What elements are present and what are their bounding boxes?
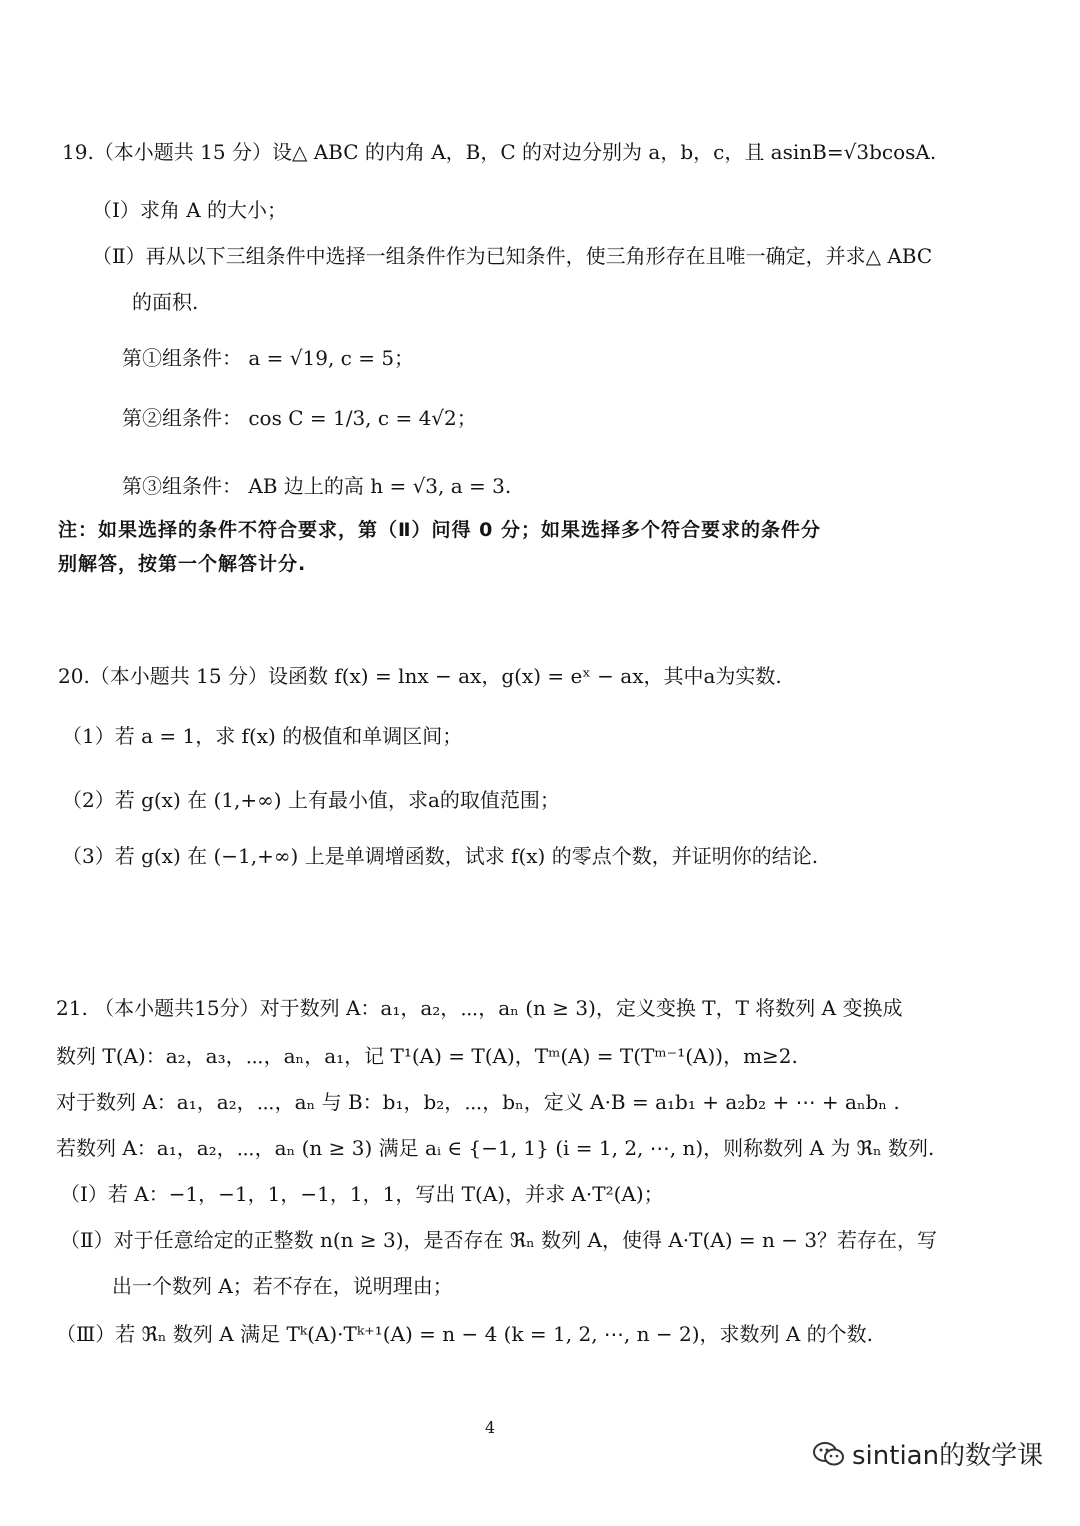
- q19-note-line1: 注：如果选择的条件不符合要求，第（Ⅱ）问得 0 分；如果选择多个符合要求的条件分: [58, 519, 821, 541]
- q19-part-2-line1: （Ⅱ）再从以下三组条件中选择一组条件作为已知条件，使三角形存在且唯一确定，并求△ ABC: [92, 244, 933, 268]
- q21-line-2: 数列 T(A)：a₂，a₃，⋯，aₙ，a₁，记 T¹(A) = T(A)，Tᵐ(A) = T(Tᵐ⁻¹(A))，m≥2.: [56, 1044, 798, 1068]
- q20-part-3: （3）若 g(x) 在 (−1,+∞) 上是单调增函数，试求 f(x) 的零点个数，并证明你的结论.: [62, 844, 819, 868]
- q21-part-2-line1: （Ⅱ）对于任意给定的正整数 n(n ≥ 3)，是否存在 ℜₙ 数列 A，使得 A·T(A) = n − 3？若存在，写: [60, 1228, 938, 1252]
- q19-heading: 19.（本小题共 15 分）设△ ABC 的内角 A，B，C 的对边分别为 a，b，c，且 asinB=√3bcosA.: [62, 140, 937, 164]
- q19-note-line2: 别解答，按第一个解答计分.: [58, 553, 307, 575]
- q21-line-4: 若数列 A：a₁，a₂，⋯，aₙ (n ≥ 3) 满足 aᵢ ∈ {−1, 1} (i = 1, 2, ⋯, n)，则称数列 A 为 ℜₙ 数列.: [56, 1136, 935, 1160]
- watermark: [812, 1435, 1043, 1472]
- q20-heading: 20.（本小题共 15 分）设函数 f(x) = lnx − ax，g(x) = eˣ − ax，其中a为实数.: [58, 664, 782, 688]
- q21-part-2-line2: 出一个数列 A；若不存在，说明理由；: [112, 1274, 453, 1298]
- q21-line-1: 21. （本小题共15分）对于数列 A：a₁，a₂，⋯，aₙ (n ≥ 3)，定义变换 T，T 将数列 A 变换成: [56, 996, 903, 1020]
- q19-condition-2: 第②组条件： cos C = 1/3, c = 4√2；: [122, 406, 477, 430]
- q20-part-2: （2）若 g(x) 在 (1,+∞) 上有最小值，求a的取值范围；: [62, 788, 560, 812]
- q21-line-3: 对于数列 A：a₁，a₂，⋯，aₙ 与 B：b₁，b₂，⋯，bₙ，定义 A·B = a₁b₁ + a₂b₂ + ⋯ + aₙbₙ .: [56, 1090, 900, 1114]
- q19-condition-1: 第①组条件： a = √19, c = 5；: [122, 346, 415, 370]
- q19-part-1: （Ⅰ）求角 A 的大小；: [92, 198, 288, 222]
- q20-part-1: （1）若 a = 1，求 f(x) 的极值和单调区间；: [62, 724, 463, 748]
- q19-part-2-line2: 的面积.: [132, 290, 199, 314]
- q21-part-1: （Ⅰ）若 A：−1，−1，1，−1，1，1，写出 T(A)，并求 A·T²(A)；: [60, 1182, 664, 1206]
- q19-condition-3: 第③组条件： AB 边上的高 h = √3, a = 3.: [122, 474, 512, 498]
- page-number: 4: [485, 1418, 496, 1437]
- q21-part-3: （Ⅲ）若 ℜₙ 数列 A 满足 Tᵏ(A)·Tᵏ⁺¹(A) = n − 4 (k = 1, 2, ⋯, n − 2)，求数列 A 的个数.: [56, 1322, 874, 1346]
- wechat-icon: [812, 1440, 846, 1468]
- watermark-text: sintian的数学课: [852, 1441, 1044, 1471]
